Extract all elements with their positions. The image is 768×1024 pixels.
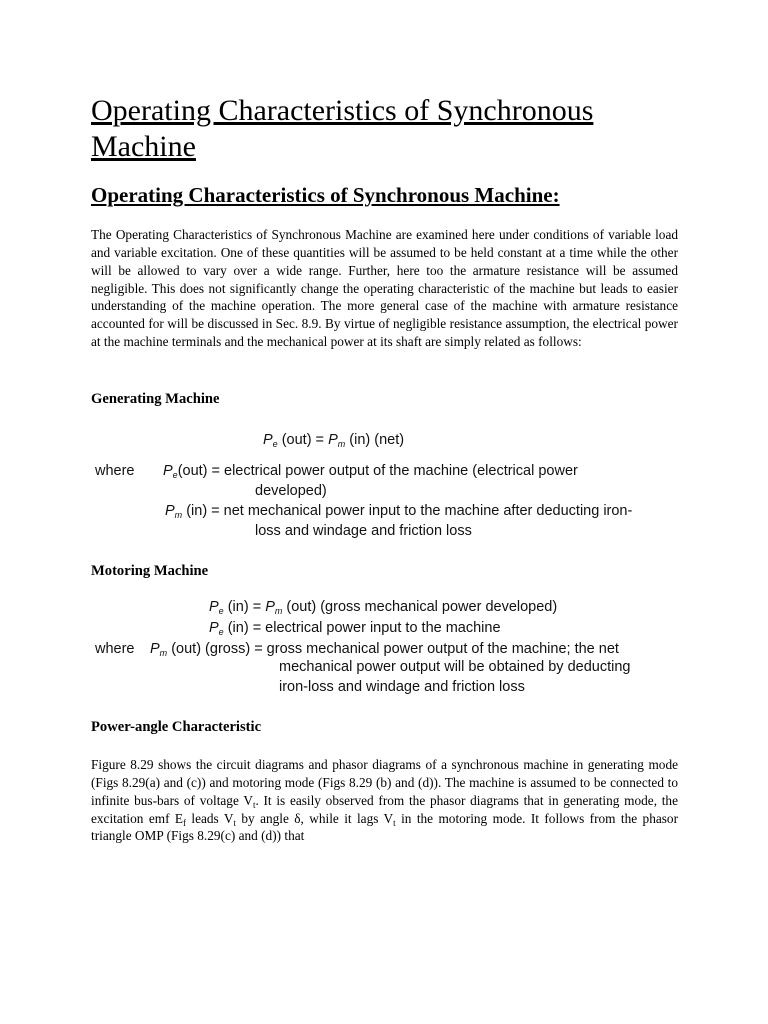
motoring-eq1: $P_e$ $(in) = P_m$ (out) (gross mechanical power developed) (209, 599, 558, 616)
motoring-eq3-cont1: mechanical power output will be obtained by deducting (279, 659, 631, 675)
where-label-2: where (95, 641, 135, 657)
motoring-eq3: $P_m$ (out) (gross) = gross mechanical power output of the machine; the net (150, 641, 619, 658)
generating-def2: $P_m$ (in) = net mechanical power input to the machine after deducting iron- (165, 503, 633, 520)
generating-machine-heading: Generating Machine (91, 391, 220, 407)
page-title[interactable]: Operating Characteristics of Synchronous Machine (91, 94, 594, 163)
power-angle-heading: Power-angle Characteristic (91, 719, 262, 735)
motoring-eq2: $P_e$ (in) = electrical power input to the machine (209, 620, 501, 637)
power-angle-paragraph: Figure 8.29 shows the circuit diagrams and phasor diagrams of a synchronous machine in generating mode (Figs 8.29(a) and (c)) and motoring mode (Figs 8.29 (b) and (d)). The machine is assumed to be connected to infinite bus-bars of voltage $V_t$. It is easily observed from the phasor diagrams that in generating mode, the excitation emf $E_f$ leads $V_t$ by angle δ, while it lags $V_t$ in the motoring mode. It follows from the phasor triangle OMP (Figs 8.29(c) and (d)) that (91, 757, 678, 844)
generating-def2-cont: loss and windage and friction loss (255, 523, 472, 539)
where-label: where (95, 463, 135, 479)
motoring-machine-heading: Motoring Machine (91, 563, 209, 579)
generating-def1-cont: developed) (255, 483, 327, 499)
section-title: Operating Characteristics of Synchronous Machine: (91, 183, 560, 207)
generating-def1: $P_e(out)$ = electrical power output of the machine (electrical power (163, 463, 578, 480)
motoring-eq3-cont2: iron-loss and windage and friction loss (279, 679, 525, 695)
intro-paragraph: The Operating Characteristics of Synchronous Machine are examined here under conditions of variable load and variable excitation. One of these quantities will be assumed to be held constant at a time while the other will be allowed to vary over a wide range. Further, here too the armature resistance will be assumed negligible. This does not significantly change the operating characteristic of the machine but leads to easier understanding of the machine operation. The more general case of the machine with armature resistance accounted for will be discussed in Sec. 8.9. By virtue of negligible resistance assumption, the electrical power at the machine terminals and the mechanical power at its shaft are simply related as follows: (91, 227, 678, 350)
generating-main-equation: $P_e$ $(out) = P_m$ (in) (net) (263, 432, 405, 449)
